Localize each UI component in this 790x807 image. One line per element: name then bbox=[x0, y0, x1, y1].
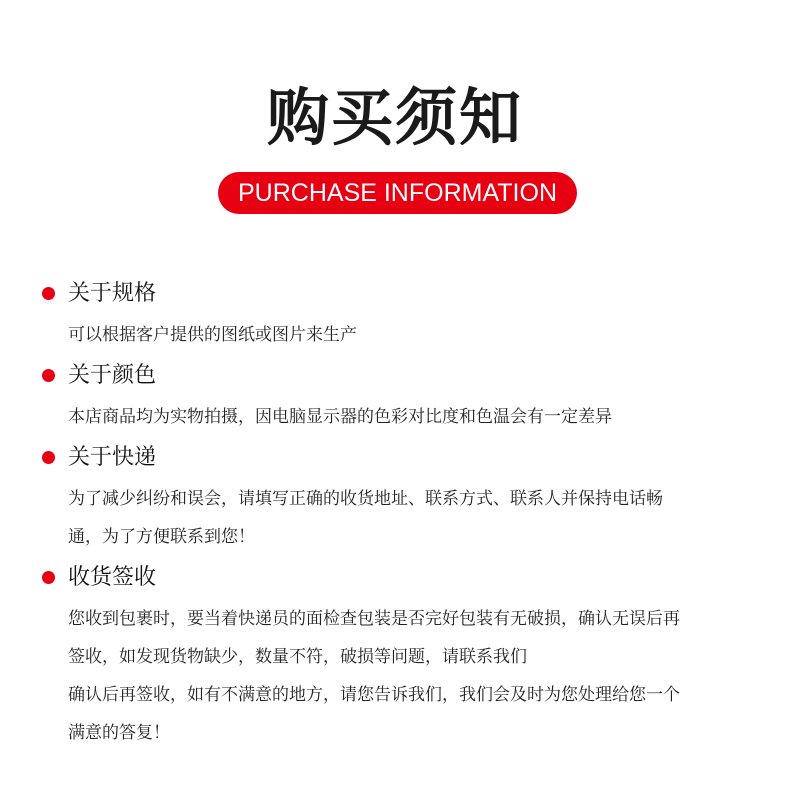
section-body bbox=[40, 398, 760, 436]
body-line: 您收到包裹时，要当着快递员的面检查包装是否完好包装有无破损，确认无误后再 bbox=[68, 609, 680, 629]
section-receipt bbox=[40, 556, 760, 752]
section-body bbox=[40, 600, 760, 752]
body-line: 本店商品均为实物拍摄，因电脑显示器的色彩对比度和色温会有一定差异 bbox=[68, 407, 612, 427]
body-line: 满意的答复！ bbox=[68, 723, 170, 743]
section-heading-text: 关于颜色 bbox=[68, 363, 157, 388]
section-body bbox=[40, 316, 760, 354]
section-delivery bbox=[40, 436, 760, 556]
section-heading bbox=[40, 272, 760, 316]
section-heading-text: 关于规格 bbox=[68, 281, 157, 306]
notice-content bbox=[40, 272, 760, 752]
page-title: 购买须知 bbox=[266, 81, 523, 154]
bullet-dot-icon bbox=[42, 571, 55, 584]
subtitle-banner: PURCHASE INFORMATION bbox=[218, 172, 577, 214]
body-line: 签收，如发现货物缺少，数量不符，破损等问题，请联系我们 bbox=[68, 647, 527, 667]
bullet-dot-icon bbox=[42, 287, 55, 300]
body-line: 为了减少纠纷和误会，请填写正确的收货地址、联系方式、联系人并保持电话畅 bbox=[68, 489, 663, 509]
section-heading-text: 收货签收 bbox=[68, 565, 157, 590]
body-line: 通，为了方便联系到您！ bbox=[68, 527, 255, 547]
section-specifications bbox=[40, 272, 760, 354]
bullet-dot-icon bbox=[42, 451, 55, 464]
body-line: 确认后再签收，如有不满意的地方，请您告诉我们，我们会及时为您处理给您一个 bbox=[68, 685, 680, 705]
section-heading-text: 关于快递 bbox=[68, 445, 157, 470]
body-line: 可以根据客户提供的图纸或图片来生产 bbox=[68, 325, 357, 345]
section-body bbox=[40, 480, 760, 556]
section-heading bbox=[40, 556, 760, 600]
bullet-dot-icon bbox=[42, 369, 55, 382]
section-color bbox=[40, 354, 760, 436]
section-heading bbox=[40, 354, 760, 398]
section-heading bbox=[40, 436, 760, 480]
